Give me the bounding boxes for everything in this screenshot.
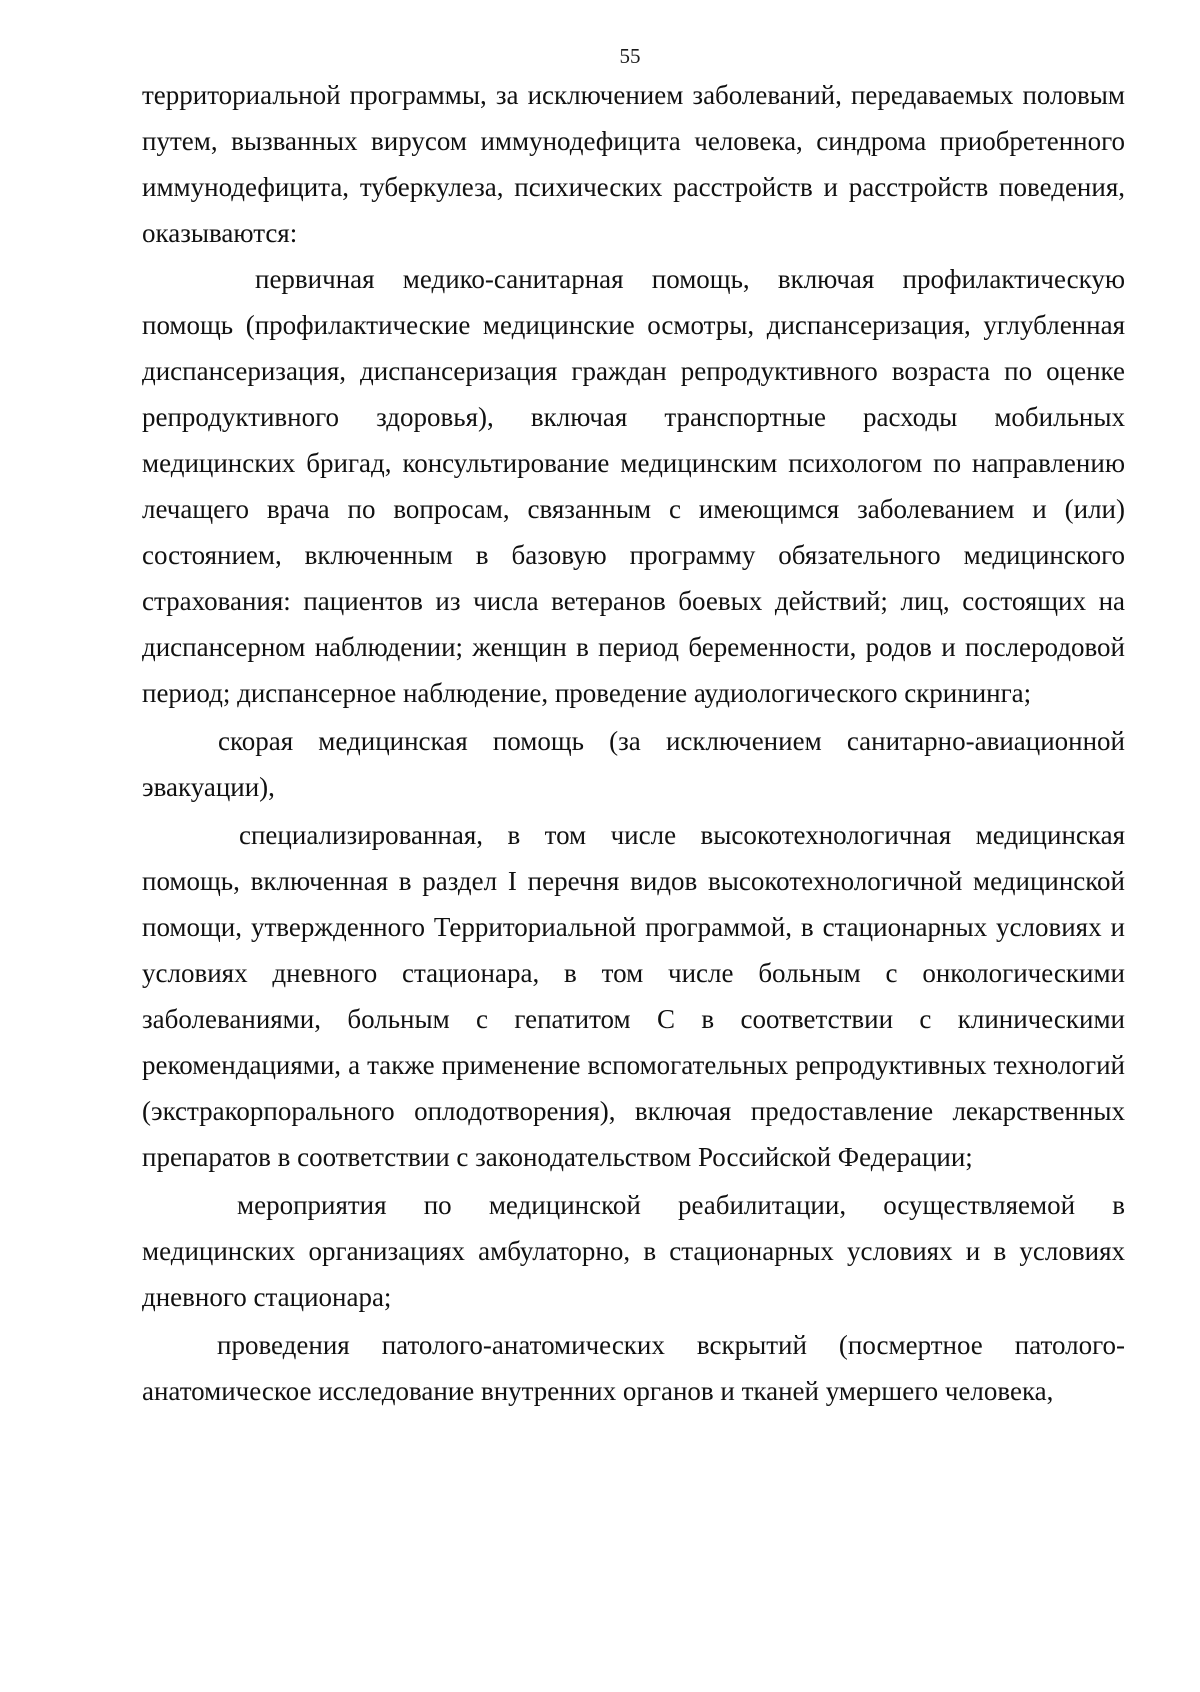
body-text bbox=[142, 72, 1125, 1414]
paragraph-emergency-care: скорая медицинская помощь (за исключением санитарно-авиационной эвакуации), bbox=[142, 726, 1125, 802]
paragraph-primary-care: первичная медико-санитарная помощь, включая профилактическую помощь (профилактические медицинские осмотры, диспансеризация, углубленная диспансеризация, диспансеризация граждан репродуктивного возраста по оценке репродуктивного здоровья), включая транспортные расходы мобильных медицинских бригад, консультирование медицинским психологом по направлению лечащего врача по вопросам, связанным с имеющимся заболеванием и (или) состоянием, включенным в базовую программу обязательного медицинского страхования: пациентов из числа ветеранов боевых действий; лиц, состоящих на диспансерном наблюдении; женщин в период беременности, родов и послеродовой период; диспансерное наблюдение, проведение аудиологического скрининга; bbox=[142, 264, 1125, 708]
paragraph-rehabilitation: мероприятия по медицинской реабилитации, осуществляемой в медицинских организациях амбулаторно, в стационарных условиях и в условиях дневного стационара; bbox=[142, 1190, 1125, 1312]
page-number: 55 bbox=[619, 44, 641, 68]
paragraph-autopsy: проведения патолого-анатомических вскрытий (посмертное патолого-анатомическое исследование внутренних органов и тканей умершего человека, bbox=[142, 1330, 1125, 1406]
paragraph-intro: территориальной программы, за исключением заболеваний, передаваемых половым путем, вызванных вирусом иммунодефицита человека, синдрома приобретенного иммунодефицита, туберкулеза, психических расстройств и расстройств поведения, оказываются: bbox=[142, 80, 1125, 248]
paragraph-specialized-care: специализированная, в том числе высокотехнологичная медицинская помощь, включенная в раздел I перечня видов высокотехнологичной медицинской помощи, утвержденного Территориальной программой, в стационарных условиях и условиях дневного стационара, в том числе больным с онкологическими заболеваниями, больным с гепатитом С в соответствии с клиническими рекомендациями, а также применение вспомогательных репродуктивных технологий (экстракорпорального оплодотворения), включая предоставление лекарственных препаратов в соответствии с законодательством Российской Федерации; bbox=[142, 820, 1125, 1172]
